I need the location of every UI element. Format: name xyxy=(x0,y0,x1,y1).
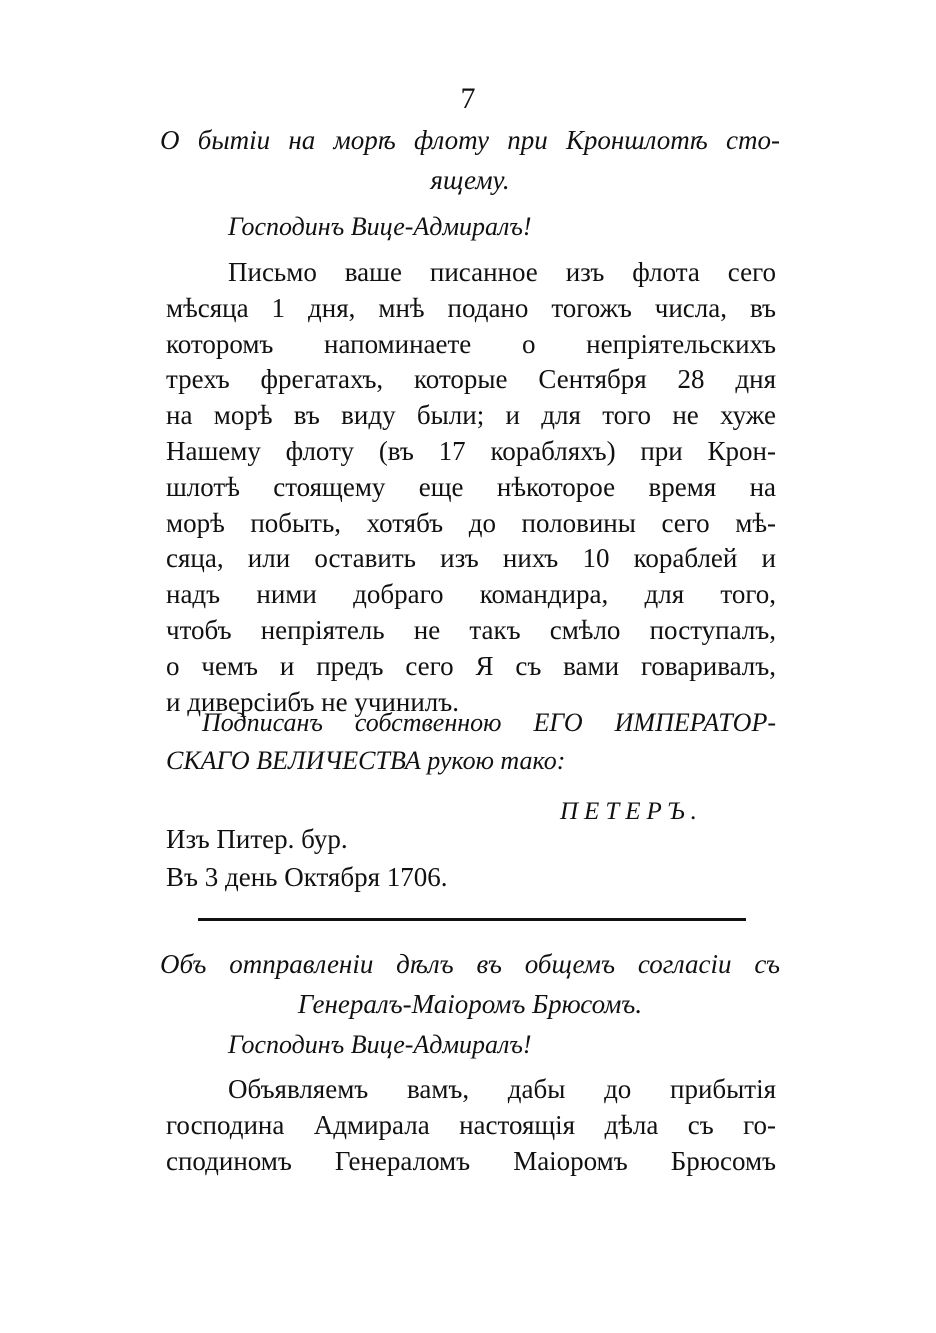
page-number: 7 xyxy=(460,82,476,115)
body-line: морѣ побыть, хотябъ до половины сего мѣ- xyxy=(166,507,776,538)
section-2-body xyxy=(166,1072,776,1179)
signature: ПЕТЕРЪ. xyxy=(560,798,703,825)
body-line: господина Адмирала настоящія дѣла съ го- xyxy=(166,1109,776,1140)
body-line: мѣсяца 1 дня, мнѣ подано тогожъ числа, въ xyxy=(166,292,776,323)
body-line: Объявляемъ вамъ, дабы до прибытія xyxy=(228,1074,776,1104)
section-1-salutation: Господинъ Вице-Адмиралъ! xyxy=(228,212,532,241)
section-1-heading-line-1: О бытіи на морѣ флоту при Кроншлотѣ сто- xyxy=(160,125,780,155)
body-line: о чемъ и предъ сего Я съ вами говаривалъ, xyxy=(166,650,776,681)
signature-note-line-2: СКАГО ВЕЛИЧЕСТВА рукою тако: xyxy=(166,746,566,775)
section-2-heading-line-1: Объ отправленіи дѣлъ въ общемъ согласіи съ xyxy=(160,949,780,979)
body-line: чтобъ непріятель не такъ смѣло поступалъ, xyxy=(166,614,776,645)
section-2-salutation: Господинъ Вице-Адмиралъ! xyxy=(228,1030,532,1059)
section-2-heading xyxy=(160,944,780,1024)
section-1-body xyxy=(166,255,776,720)
body-line: надъ ними добраго командира, для того, xyxy=(166,579,776,610)
body-line: сяца, или оставить изъ нихъ 10 кораблей и xyxy=(166,543,776,574)
body-line: на морѣ въ виду были; и для того не хуже xyxy=(166,400,776,431)
body-line: трехъ фрегатахъ, которые Сентября 28 дня xyxy=(166,364,776,395)
signature-note xyxy=(166,704,776,780)
place-line: Изъ Питер. бур. xyxy=(166,824,348,854)
body-line: Нашему флоту (въ 17 корабляхъ) при Крон- xyxy=(166,435,776,466)
body-line: сподиномъ Генераломъ Маіоромъ Брюсомъ xyxy=(166,1145,776,1176)
section-1-heading xyxy=(160,120,780,200)
section-1-heading-line-2: ящему. xyxy=(430,165,510,195)
section-divider xyxy=(198,918,746,921)
body-line: Письмо ваше писанное изъ флота сего xyxy=(228,257,776,287)
section-2-heading-line-2: Генералъ-Маіоромъ Брюсомъ. xyxy=(297,989,643,1019)
body-line: которомъ напоминаете о непріятельскихъ xyxy=(166,328,776,359)
body-line: и диверсіибъ не учинилъ. xyxy=(166,686,459,717)
date-line: Въ 3 день Октября 1706. xyxy=(166,862,448,892)
body-line: шлотѣ стоящему еще нѣкоторое время на xyxy=(166,471,776,502)
signature-note-line-1: Подписанъ собственною ЕГО ИМПЕРАТОР- xyxy=(202,708,776,737)
